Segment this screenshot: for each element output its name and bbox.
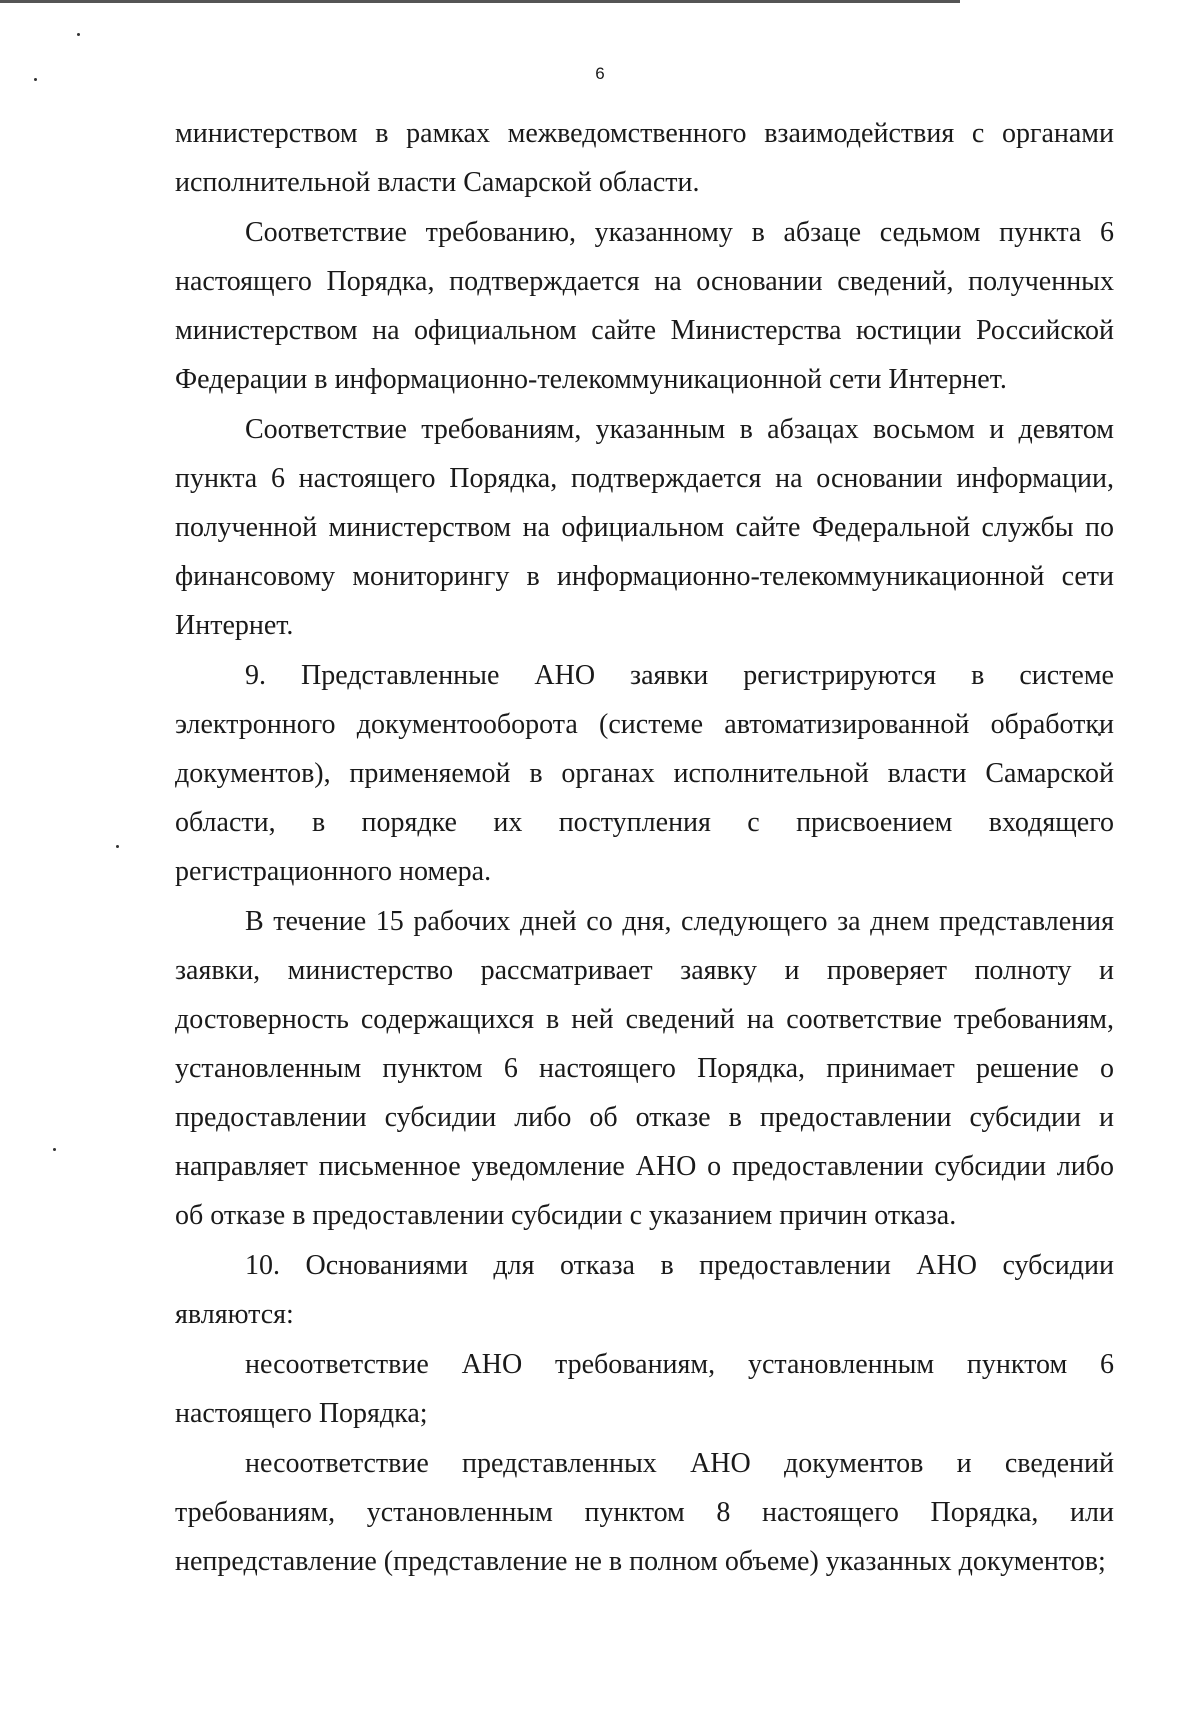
- paragraph: [175, 651, 1114, 896]
- paragraph: [175, 1439, 1114, 1586]
- text-line: Соответствие требованию, указанному в абзаце седьмом пункта 6: [245, 217, 1114, 248]
- text-line: требованиям, установленным пунктом 8 настоящего Порядка, или: [175, 1497, 1114, 1528]
- text-line: несоответствие АНО требованиям, установленным пунктом 6: [245, 1349, 1114, 1380]
- text-line: полученной министерством на официальном сайте Федеральной службы по: [175, 512, 1114, 543]
- text-line: Интернет.: [175, 610, 294, 641]
- text-line: достоверность содержащихся в ней сведений на соответствие требованиям,: [175, 1004, 1114, 1035]
- text-line: Федерации в информационно-телекоммуникационной сети Интернет.: [175, 364, 1007, 395]
- page-number: 6: [595, 64, 605, 83]
- text-line: документов), применяемой в органах исполнительной власти Самарской: [175, 758, 1114, 789]
- text-line: министерством в рамках межведомственного взаимодействия с органами: [175, 118, 1114, 149]
- text-line: настоящего Порядка, подтверждается на основании сведений, полученных: [175, 266, 1114, 297]
- paragraph: [175, 208, 1114, 404]
- scan-top-edge-rule: [0, 0, 960, 3]
- text-line: исполнительной власти Самарской области.: [175, 167, 700, 198]
- text-line: настоящего Порядка;: [175, 1398, 428, 1429]
- paragraph: [175, 1241, 1114, 1339]
- text-line: пункта 6 настоящего Порядка, подтверждается на основании информации,: [175, 463, 1114, 494]
- paragraph: [175, 109, 1114, 207]
- text-line: области, в порядке их поступления с присвоением входящего: [175, 807, 1114, 838]
- paragraph: [175, 405, 1114, 650]
- text-line: непредставление (представление не в полном объеме) указанных документов;: [175, 1546, 1106, 1577]
- text-line: несоответствие представленных АНО документов и сведений: [245, 1448, 1114, 1479]
- text-line: 9. Представленные АНО заявки регистрируются в системе: [245, 660, 1114, 691]
- text-line: об отказе в предоставлении субсидии с указанием причин отказа.: [175, 1200, 957, 1231]
- text-line: 10. Основаниями для отказа в предоставлении АНО субсидии: [245, 1250, 1114, 1281]
- document-body: [175, 109, 1114, 1587]
- text-line: регистрационного номера.: [175, 856, 492, 887]
- scan-speck: [53, 1148, 56, 1151]
- text-line: электронного документооборота (системе автоматизированной обработки: [175, 709, 1114, 740]
- scan-speck: [116, 845, 119, 848]
- text-line: являются:: [175, 1299, 294, 1330]
- text-line: финансовому мониторингу в информационно-телекоммуникационной сети: [175, 561, 1114, 592]
- text-line: Соответствие требованиям, указанным в абзацах восьмом и девятом: [245, 414, 1114, 445]
- paragraph: [175, 897, 1114, 1240]
- text-line: В течение 15 рабочих дней со дня, следующего за днем представления: [245, 906, 1114, 937]
- scan-speck: [77, 33, 80, 36]
- text-line: направляет письменное уведомление АНО о предоставлении субсидии либо: [175, 1151, 1114, 1182]
- text-line: заявки, министерство рассматривает заявку и проверяет полноту и: [175, 955, 1114, 986]
- text-line: предоставлении субсидии либо об отказе в предоставлении субсидии и: [175, 1102, 1114, 1133]
- text-line: министерством на официальном сайте Министерства юстиции Российской: [175, 315, 1114, 346]
- text-line: установленным пунктом 6 настоящего Порядка, принимает решение о: [175, 1053, 1114, 1084]
- paragraph: [175, 1340, 1114, 1438]
